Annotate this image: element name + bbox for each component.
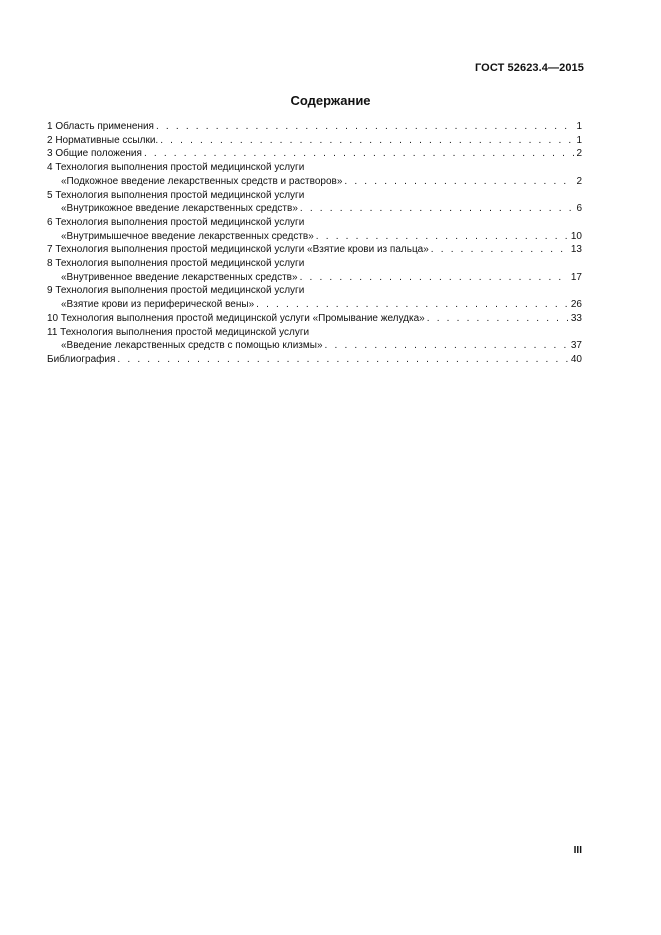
toc-entry-text: Библиография xyxy=(47,353,116,365)
toc-entry[interactable] xyxy=(47,161,582,188)
toc-dot-leader xyxy=(160,134,574,148)
toc-page-number: 26 xyxy=(570,299,582,311)
toc-entry-text: 6 Технология выполнения простой медицинской услуги xyxy=(47,216,305,228)
document-code: ГОСТ 52623.4—2015 xyxy=(474,62,584,74)
toc-entry-line xyxy=(47,216,582,230)
toc-page-number: 10 xyxy=(570,230,582,242)
toc-entry[interactable] xyxy=(47,216,582,243)
toc-entry-text: «Взятие крови из периферической вены» xyxy=(61,299,255,311)
toc-page-number: 2 xyxy=(576,148,582,160)
toc-entry-line xyxy=(47,326,582,340)
toc-entry[interactable] xyxy=(47,312,582,326)
toc-page-number: 1 xyxy=(576,121,582,132)
toc-entry-text: 7 Технология выполнения простой медицинской услуги «Взятие крови из пальца» xyxy=(47,244,429,256)
toc-entry-text: 2 Нормативные ссылки. xyxy=(47,134,159,146)
toc-page-number: 13 xyxy=(570,244,582,256)
toc-entry[interactable] xyxy=(47,243,582,257)
toc-entry-text: 4 Технология выполнения простой медицинской услуги xyxy=(47,162,305,174)
toc-entry[interactable] xyxy=(47,326,582,353)
toc-entry[interactable] xyxy=(47,134,582,148)
toc-entry-text: «Внутривенное введение лекарственных средств» xyxy=(61,271,298,283)
toc-dot-leader xyxy=(117,353,568,367)
toc-dot-leader xyxy=(325,339,569,353)
toc-entry-text: «Внутримышечное введение лекарственных средств» xyxy=(61,230,314,242)
toc-entry-line xyxy=(47,120,582,134)
toc-entry-line xyxy=(47,134,582,148)
toc-entry-text: 10 Технология выполнения простой медицинской услуги «Промывание желудка» xyxy=(47,312,425,324)
toc-entry-line xyxy=(47,161,582,175)
toc-dot-leader xyxy=(344,175,574,189)
toc-dot-leader xyxy=(427,312,569,326)
toc-dot-leader xyxy=(300,202,575,216)
toc-entry[interactable] xyxy=(47,257,582,284)
toc-dot-leader xyxy=(431,243,569,257)
toc-entry-text: 8 Технология выполнения простой медицинской услуги xyxy=(47,258,305,270)
toc-entry-text: 11 Технология выполнения простой медицинской услуги xyxy=(47,326,310,338)
toc-entry-line xyxy=(47,230,582,244)
toc-entry-line xyxy=(47,284,582,298)
table-of-contents xyxy=(47,120,582,367)
toc-dot-leader xyxy=(300,271,569,285)
toc-entry-text: 9 Технология выполнения простой медицинской услуги xyxy=(47,285,305,297)
toc-page-number: 40 xyxy=(570,353,582,365)
toc-dot-leader xyxy=(316,230,569,244)
toc-entry[interactable] xyxy=(47,189,582,216)
toc-page-number: 33 xyxy=(570,312,582,324)
toc-entry-text: «Внутрикожное введение лекарственных средств» xyxy=(61,203,298,215)
toc-dot-leader xyxy=(256,298,569,312)
toc-page-number: 17 xyxy=(570,271,582,283)
toc-dot-leader xyxy=(144,147,575,161)
toc-entry-line xyxy=(47,353,582,367)
toc-entry-line xyxy=(47,189,582,203)
toc-entry-line xyxy=(47,257,582,271)
toc-entry-text: «Введение лекарственных средств с помощью клизмы» xyxy=(61,340,323,352)
page-number: III xyxy=(573,845,582,856)
toc-entry-line xyxy=(47,243,582,257)
toc-entry-line xyxy=(47,298,582,312)
toc-entry-line xyxy=(47,339,582,353)
toc-page-number: 2 xyxy=(576,175,582,187)
toc-entry-line xyxy=(47,312,582,326)
toc-entry[interactable] xyxy=(47,284,582,311)
toc-title: Содержание xyxy=(290,93,371,108)
toc-entry[interactable] xyxy=(47,147,582,161)
toc-entry-line xyxy=(47,202,582,216)
toc-page-number: 6 xyxy=(576,203,582,215)
toc-entry[interactable] xyxy=(47,353,582,367)
toc-entry-line xyxy=(47,175,582,189)
toc-entry-text: 3 Общие положения xyxy=(47,148,142,160)
toc-entry-text: «Подкожное введение лекарственных средств и растворов» xyxy=(61,175,343,187)
toc-entry-text: 5 Технология выполнения простой медицинской услуги xyxy=(47,189,305,201)
toc-entry-text: 1 Область применения xyxy=(47,121,154,132)
toc-page-number: 37 xyxy=(570,340,582,352)
toc-page-number: 1 xyxy=(576,134,582,146)
toc-entry-line xyxy=(47,271,582,285)
toc-entry[interactable] xyxy=(47,120,582,134)
toc-entry-line xyxy=(47,147,582,161)
toc-dot-leader xyxy=(156,120,574,134)
